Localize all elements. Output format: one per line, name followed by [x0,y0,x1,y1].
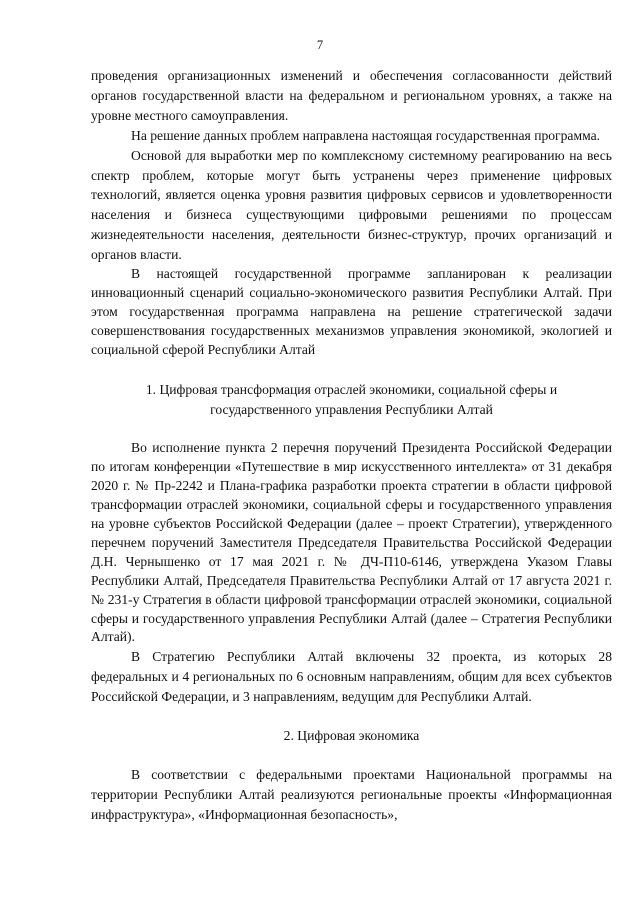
section-heading: 2. Цифровая экономика [283,728,420,744]
section-heading-line: государственного управления Республики Алтай [210,401,493,417]
section-heading-line: 1. Цифровая трансформация отраслей экономики, социальной сферы и [145,381,558,397]
section-heading [91,380,612,420]
paragraph: Основой для выработки мер по комплексному системному реагированию на весь спектр проблем, которые могут быть устранены через применение цифровых технологий, является оценка уровня развития цифровых сервисов и удовлетворенности населения и бизнеса существующими цифровыми решениями по процессам жизнедеятельности населения, деятельности бизнес-структур, прочих организаций и органов власти. [91,147,612,263]
page-number: 7 [316,38,324,52]
paragraph: В Стратегию Республики Алтай включены 32 проекта, из которых 28 федеральных и 4 региональных по 6 основным направлениям, общим для всех субъектов Российской Федерации, и 3 направлениям, ведущим для Республики Алтай. [91,649,612,705]
paragraph: На решение данных проблем направлена настоящая государственная программа. [131,127,601,143]
paragraph: В соответствии с федеральными проектами Национальной программы на территории Республики Алтай реализуются региональные проекты «Информационная инфраструктура», «Информационная безопасность», [91,767,612,822]
paragraph: Во исполнение пункта 2 перечня поручений Президента Российской Федерации по итогам конференции «Путешествие в мир искусственного интеллекта» от 31 декабря 2020 г. № Пр-2242 и Плана-графика разработки проекта стратегии в области цифровой трансформации отраслей экономики, социальной сферы и государственного управления на уровне субъектов Российской Федерации (далее – проект Стратегии), утвержденного перечнем поручений Заместителя Председателя Правительства Российской Федерации Д.Н. Чернышенко от 17 мая 2021 г. № ДЧ-П10-6146, утверждена Указом Главы Республики Алтай, Председателя Правительства Республики Алтай от 17 августа 2021 г. № 231-у Стратегия в области цифровой трансформации отраслей экономики, социальной сферы и государственного управления Республики Алтай (далее – Стратегия Республики Алтай). [91,440,612,645]
paragraph: В настоящей государственной программе запланирован к реализации инновационный сценарий социально-экономического развития Республики Алтай. При этом государственная программа направлена на решение стратегической задачи совершенствования государственных механизмов управления экономикой, экологией и социальной сферой Республики Алтай [91,266,612,357]
paragraph-continuation: проведения организационных изменений и обеспечения согласованности действий органов государственной власти на федеральном и региональном уровнях, а также на уровне местного самоуправления. [91,68,612,123]
page-content [91,66,612,825]
